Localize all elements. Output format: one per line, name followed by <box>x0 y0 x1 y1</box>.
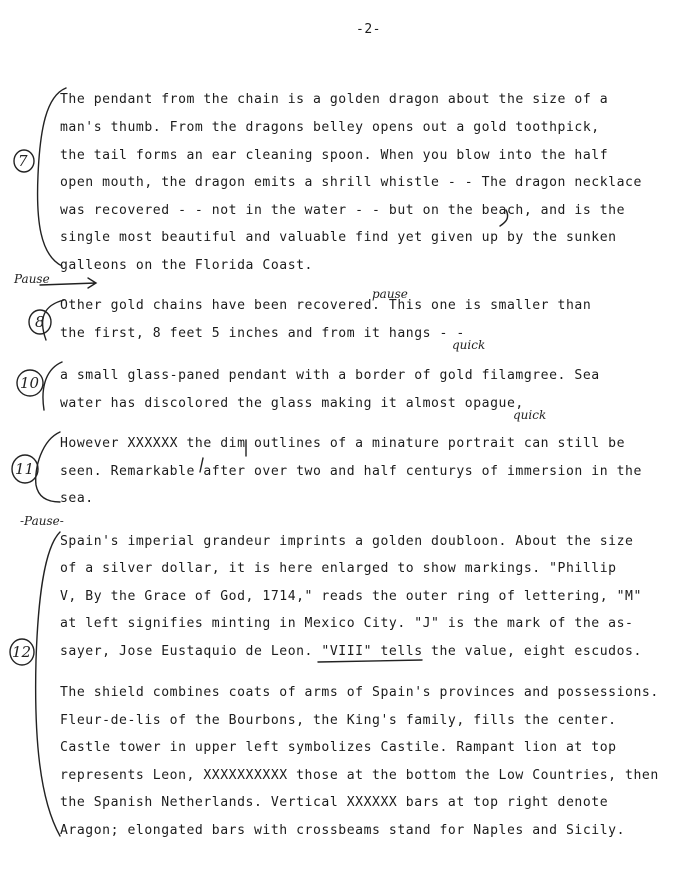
text-line: galleons on the Florida Coast. <box>60 258 313 273</box>
text-line: Other gold chains have been recovered. This one is smaller than <box>60 298 592 313</box>
pause-note: -Pause- <box>20 514 64 528</box>
section-number-mark: 7 <box>18 152 28 170</box>
text-line: the Spanish Netherlands. Vertical XXXXXX bars at top right denote <box>60 795 609 810</box>
text-line: single most beautiful and valuable find yet given up by the sunken <box>60 230 617 245</box>
text-line: the tail forms an ear cleaning spoon. When you blow into the half <box>60 148 609 163</box>
text-line: Castle tower in upper left symbolizes Castile. Rampant lion at top <box>60 740 617 755</box>
pause-note: Pause <box>14 272 50 286</box>
text-line: seen. Remarkable after over two and half centurys of immersion in the <box>60 464 642 479</box>
text-line: represents Leon, XXXXXXXXXX those at the bottom the Low Countries, then <box>60 768 659 783</box>
text-line: V, By the Grace of God, 1714," reads the outer ring of lettering, "M" <box>60 589 642 604</box>
quick-note: quick <box>513 408 547 422</box>
section-number-mark: 10 <box>20 374 40 392</box>
section-number-mark: 12 <box>12 643 32 661</box>
text-line: a small glass-paned pendant with a border of gold filamgree. Sea <box>60 368 600 383</box>
text-line: Spain's imperial grandeur imprints a golden doubloon. About the size <box>60 534 634 549</box>
section-number-mark: 8 <box>35 313 45 331</box>
text-line: sea. <box>60 491 94 506</box>
page-number: -2- <box>356 22 381 37</box>
quick-note: quick <box>452 338 486 352</box>
section-number-mark: 11 <box>15 460 35 478</box>
pause-note: pause <box>372 287 408 301</box>
text-line: water has discolored the glass making it almost opague, <box>60 396 524 411</box>
text-line: was recovered - - not in the water - - but on the beach, and is the <box>60 203 626 218</box>
text-line: The shield combines coats of arms of Spain's provinces and possessions. <box>60 685 659 700</box>
text-line: However XXXXXX the dim outlines of a minature portrait can still be <box>60 436 626 451</box>
margin-bracket <box>36 432 60 502</box>
text-line: Fleur-de-lis of the Bourbons, the King's family, fills the center. <box>60 713 617 728</box>
text-line: man's thumb. From the dragons belley opens out a gold toothpick, <box>60 120 600 135</box>
text-line: sayer, Jose Eustaquio de Leon. "VIII" tells the value, eight escudos. <box>60 644 642 659</box>
text-line: Aragon; elongated bars with crossbeams stand for Naples and Sicily. <box>60 823 626 838</box>
text-line: open mouth, the dragon emits a shrill whistle - - The dragon necklace <box>60 175 642 190</box>
text-line: The pendant from the chain is a golden dragon about the size of a <box>60 92 609 107</box>
text-line: of a silver dollar, it is here enlarged to show markings. "Phillip <box>60 561 617 576</box>
text-line: at left signifies minting in Mexico City. "J" is the mark of the as- <box>60 616 634 631</box>
text-line: the first, 8 feet 5 inches and from it hangs - - <box>60 326 465 341</box>
margin-bracket <box>36 532 60 836</box>
